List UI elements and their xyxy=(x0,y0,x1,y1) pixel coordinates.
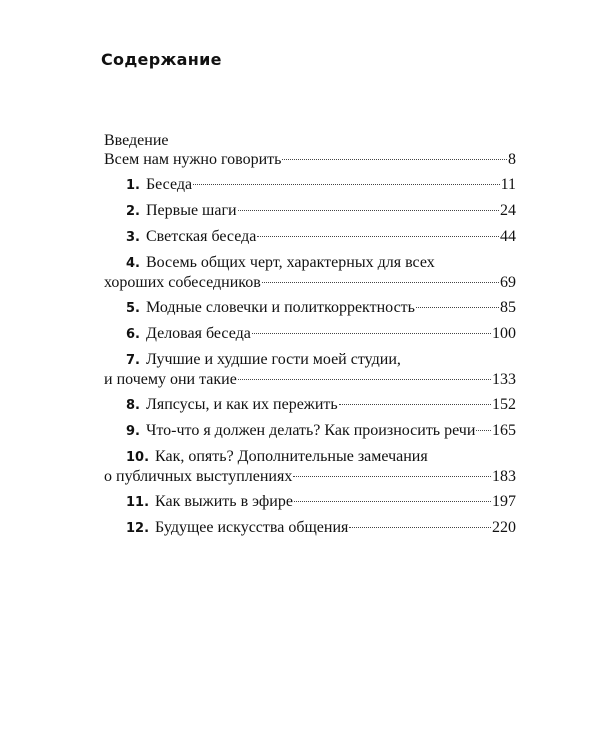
chapter-number: 7. xyxy=(126,353,140,368)
toc-entry-label-line1: Лучшие и худшие гости моей студии, xyxy=(145,351,401,368)
toc-entry-page: 152 xyxy=(492,396,516,413)
toc-entry-label-line1: Восемь общих черт, характерных для всех xyxy=(145,254,435,271)
toc-entry-page: 165 xyxy=(492,422,516,439)
leader-dots xyxy=(257,236,499,237)
chapter-number: 4. xyxy=(126,256,140,271)
chapter-number: 2. xyxy=(126,204,140,219)
toc-entry-page: 24 xyxy=(500,202,516,219)
toc-entry-page: 44 xyxy=(500,228,516,245)
toc-entry-label: о публичных выступлениях xyxy=(104,468,293,485)
chapter-number: 8. xyxy=(126,398,140,413)
toc-entry-chapter-5[interactable] xyxy=(104,298,516,318)
toc-entry-chapter-1[interactable] xyxy=(104,175,516,195)
toc-entry-page: 8 xyxy=(508,151,516,168)
toc-entry-label: Как выжить в эфире xyxy=(155,493,293,510)
toc-entry-page: 197 xyxy=(492,493,516,510)
table-of-contents xyxy=(104,131,516,538)
toc-entry-label: Всем нам нужно говорить xyxy=(104,151,282,168)
toc-entry-chapter-4[interactable] xyxy=(104,253,516,292)
chapter-number: 1. xyxy=(126,178,140,193)
toc-entry-page: 133 xyxy=(492,371,516,388)
leader-dots xyxy=(238,210,499,211)
toc-entry-label: Ляпсусы, и как их пережить xyxy=(145,396,338,413)
chapter-number: 11. xyxy=(126,495,150,510)
toc-entry-label: Модные словечки и политкорректность xyxy=(145,299,415,316)
toc-entry-page: 100 xyxy=(492,325,516,342)
leader-dots xyxy=(238,379,491,380)
chapter-number: 9. xyxy=(126,424,140,439)
intro-heading: Введение xyxy=(104,132,169,149)
chapter-number: 6. xyxy=(126,327,140,342)
page-title: Содержание xyxy=(101,50,222,69)
toc-entry-label: Будущее искусства общения xyxy=(155,519,349,536)
leader-dots xyxy=(416,307,499,308)
toc-entry-chapter-6[interactable] xyxy=(104,324,516,344)
toc-entry-label: Беседа xyxy=(145,176,193,193)
leader-dots xyxy=(339,404,491,405)
leader-dots xyxy=(294,501,491,502)
toc-entry-chapter-2[interactable] xyxy=(104,201,516,221)
leader-dots xyxy=(193,184,499,185)
toc-entry-label: и почему они такие xyxy=(104,371,237,388)
toc-entry-intro[interactable] xyxy=(104,150,516,169)
toc-entry-label-line1: Как, опять? Дополнительные замечания xyxy=(155,448,428,465)
toc-entry-chapter-3[interactable] xyxy=(104,227,516,247)
toc-entry-chapter-7[interactable] xyxy=(104,350,516,389)
chapter-number: 5. xyxy=(126,301,140,316)
leader-dots xyxy=(349,527,491,528)
toc-entry-page: 85 xyxy=(500,299,516,316)
chapter-number: 10. xyxy=(126,450,150,465)
toc-entry-chapter-10[interactable] xyxy=(104,447,516,486)
toc-entry-chapter-9[interactable] xyxy=(104,421,516,441)
leader-dots xyxy=(293,476,491,477)
leader-dots xyxy=(476,430,491,431)
toc-entry-label: Светская беседа xyxy=(145,228,257,245)
chapter-number: 12. xyxy=(126,521,150,536)
toc-entry-page: 69 xyxy=(500,274,516,291)
toc-entry-chapter-12[interactable] xyxy=(104,518,516,538)
toc-entry-page: 183 xyxy=(492,468,516,485)
leader-dots xyxy=(252,333,491,334)
toc-entry-chapter-8[interactable] xyxy=(104,395,516,415)
toc-entry-page: 220 xyxy=(492,519,516,536)
chapter-number: 3. xyxy=(126,230,140,245)
toc-entry-label: Деловая беседа xyxy=(145,325,251,342)
leader-dots xyxy=(262,282,499,283)
toc-entry-label: хороших собеседников xyxy=(104,274,261,291)
toc-entry-label: Первые шаги xyxy=(145,202,237,219)
toc-entry-page: 11 xyxy=(500,176,516,193)
toc-entry-label: Что-что я должен делать? Как произносить речи xyxy=(145,422,476,439)
leader-dots xyxy=(282,159,507,160)
toc-entry-chapter-11[interactable] xyxy=(104,492,516,512)
